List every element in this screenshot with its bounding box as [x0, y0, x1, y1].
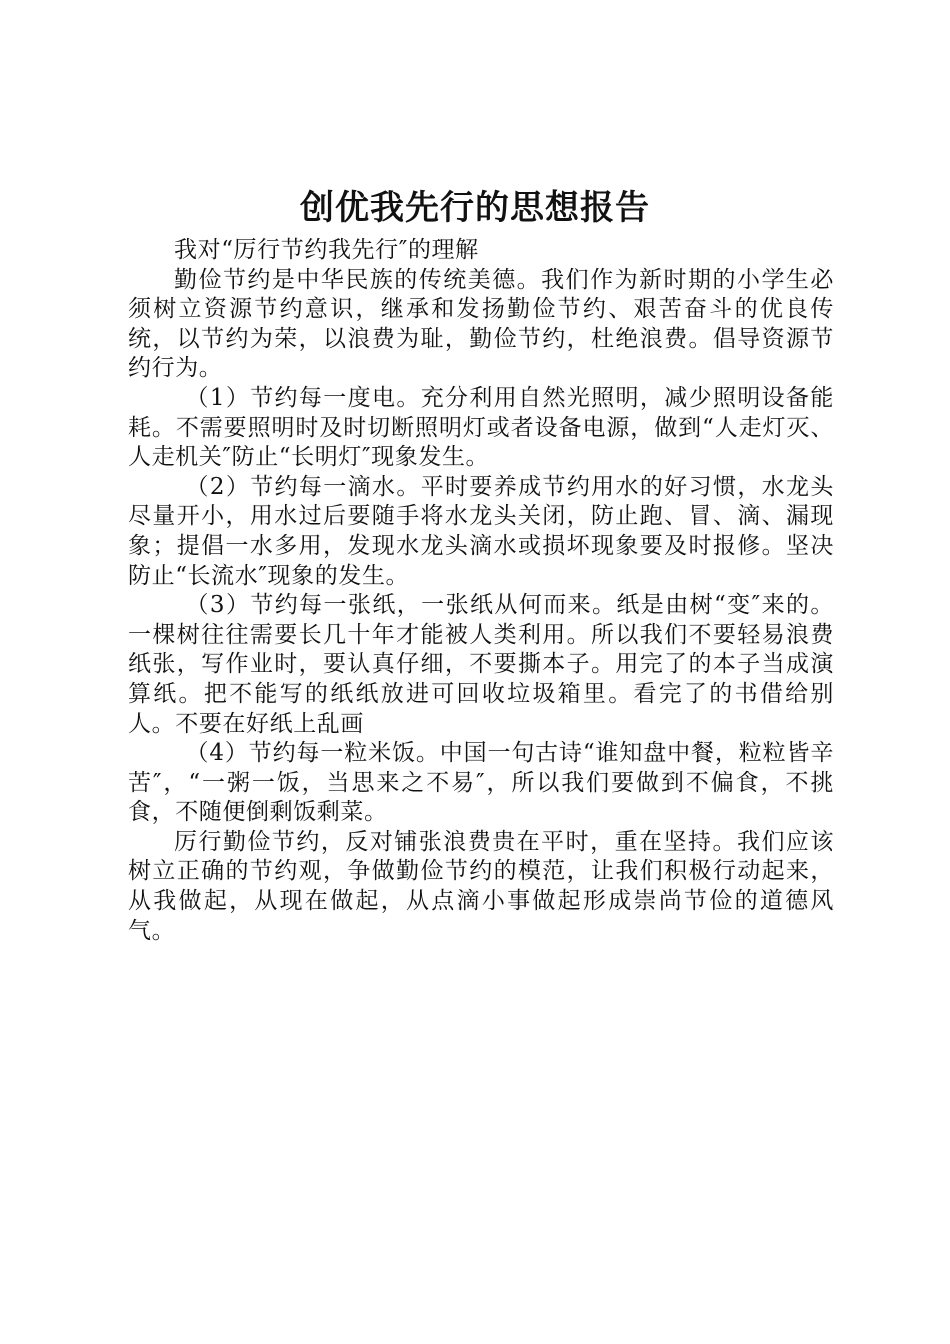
paragraph-intro: 勤俭节约是中华民族的传统美德。我们作为新时期的小学生必须树立资源节约意识，继承和发扬勤俭节约、艰苦奋斗的优良传统，以节约为荣，以浪费为耻，勤俭节约，杜绝浪费。倡导资源节约行为。: [128, 266, 834, 382]
paragraph-item-2: （2）节约每一滴水。平时要养成节约用水的好习惯，水龙头尽量开小，用水过后要随手将水龙头关闭，防止跑、冒、滴、漏现象；提倡一水多用，发现水龙头滴水或损坏现象要及时报修。坚决防止“长流水″现象的发生。: [128, 473, 834, 589]
paragraph-conclusion: 厉行勤俭节约，反对铺张浪费贵在平时，重在坚持。我们应该树立正确的节约观，争做勤俭节约的模范，让我们积极行动起来，从我做起，从现在做起，从点滴小事做起形成崇尚节俭的道德风气。: [128, 828, 834, 944]
paragraph-subtitle: 我对“厉行节约我先行″的理解: [174, 237, 479, 263]
paragraph-item-1: （1）节约每一度电。充分利用自然光照明，减少照明设备能耗。不需要照明时及时切断照明灯或者设备电源，做到“人走灯灭、人走机关″防止“长明灯″现象发生。: [128, 384, 834, 471]
paragraph-item-3: （3）节约每一张纸，一张纸从何而来。纸是由树“变″来的。一棵树往往需要长几十年才能被人类利用。所以我们不要轻易浪费纸张，写作业时，要认真仔细，不要撕本子。用完了的本子当成演算纸。把不能写的纸纸放进可回收垃圾箱里。看完了的书借给别人。不要在好纸上乱画: [128, 592, 834, 737]
document-body: [128, 236, 834, 946]
paragraph-item-4: （4）节约每一粒米饭。中国一句古诗“谁知盘中餐，粒粒皆辛苦″，“一粥一饭，当思来之不易″，所以我们要做到不偏食，不挑食，不随便倒剩饭剩菜。: [128, 740, 834, 826]
document-title: 创优我先行的思想报告: [300, 188, 650, 228]
